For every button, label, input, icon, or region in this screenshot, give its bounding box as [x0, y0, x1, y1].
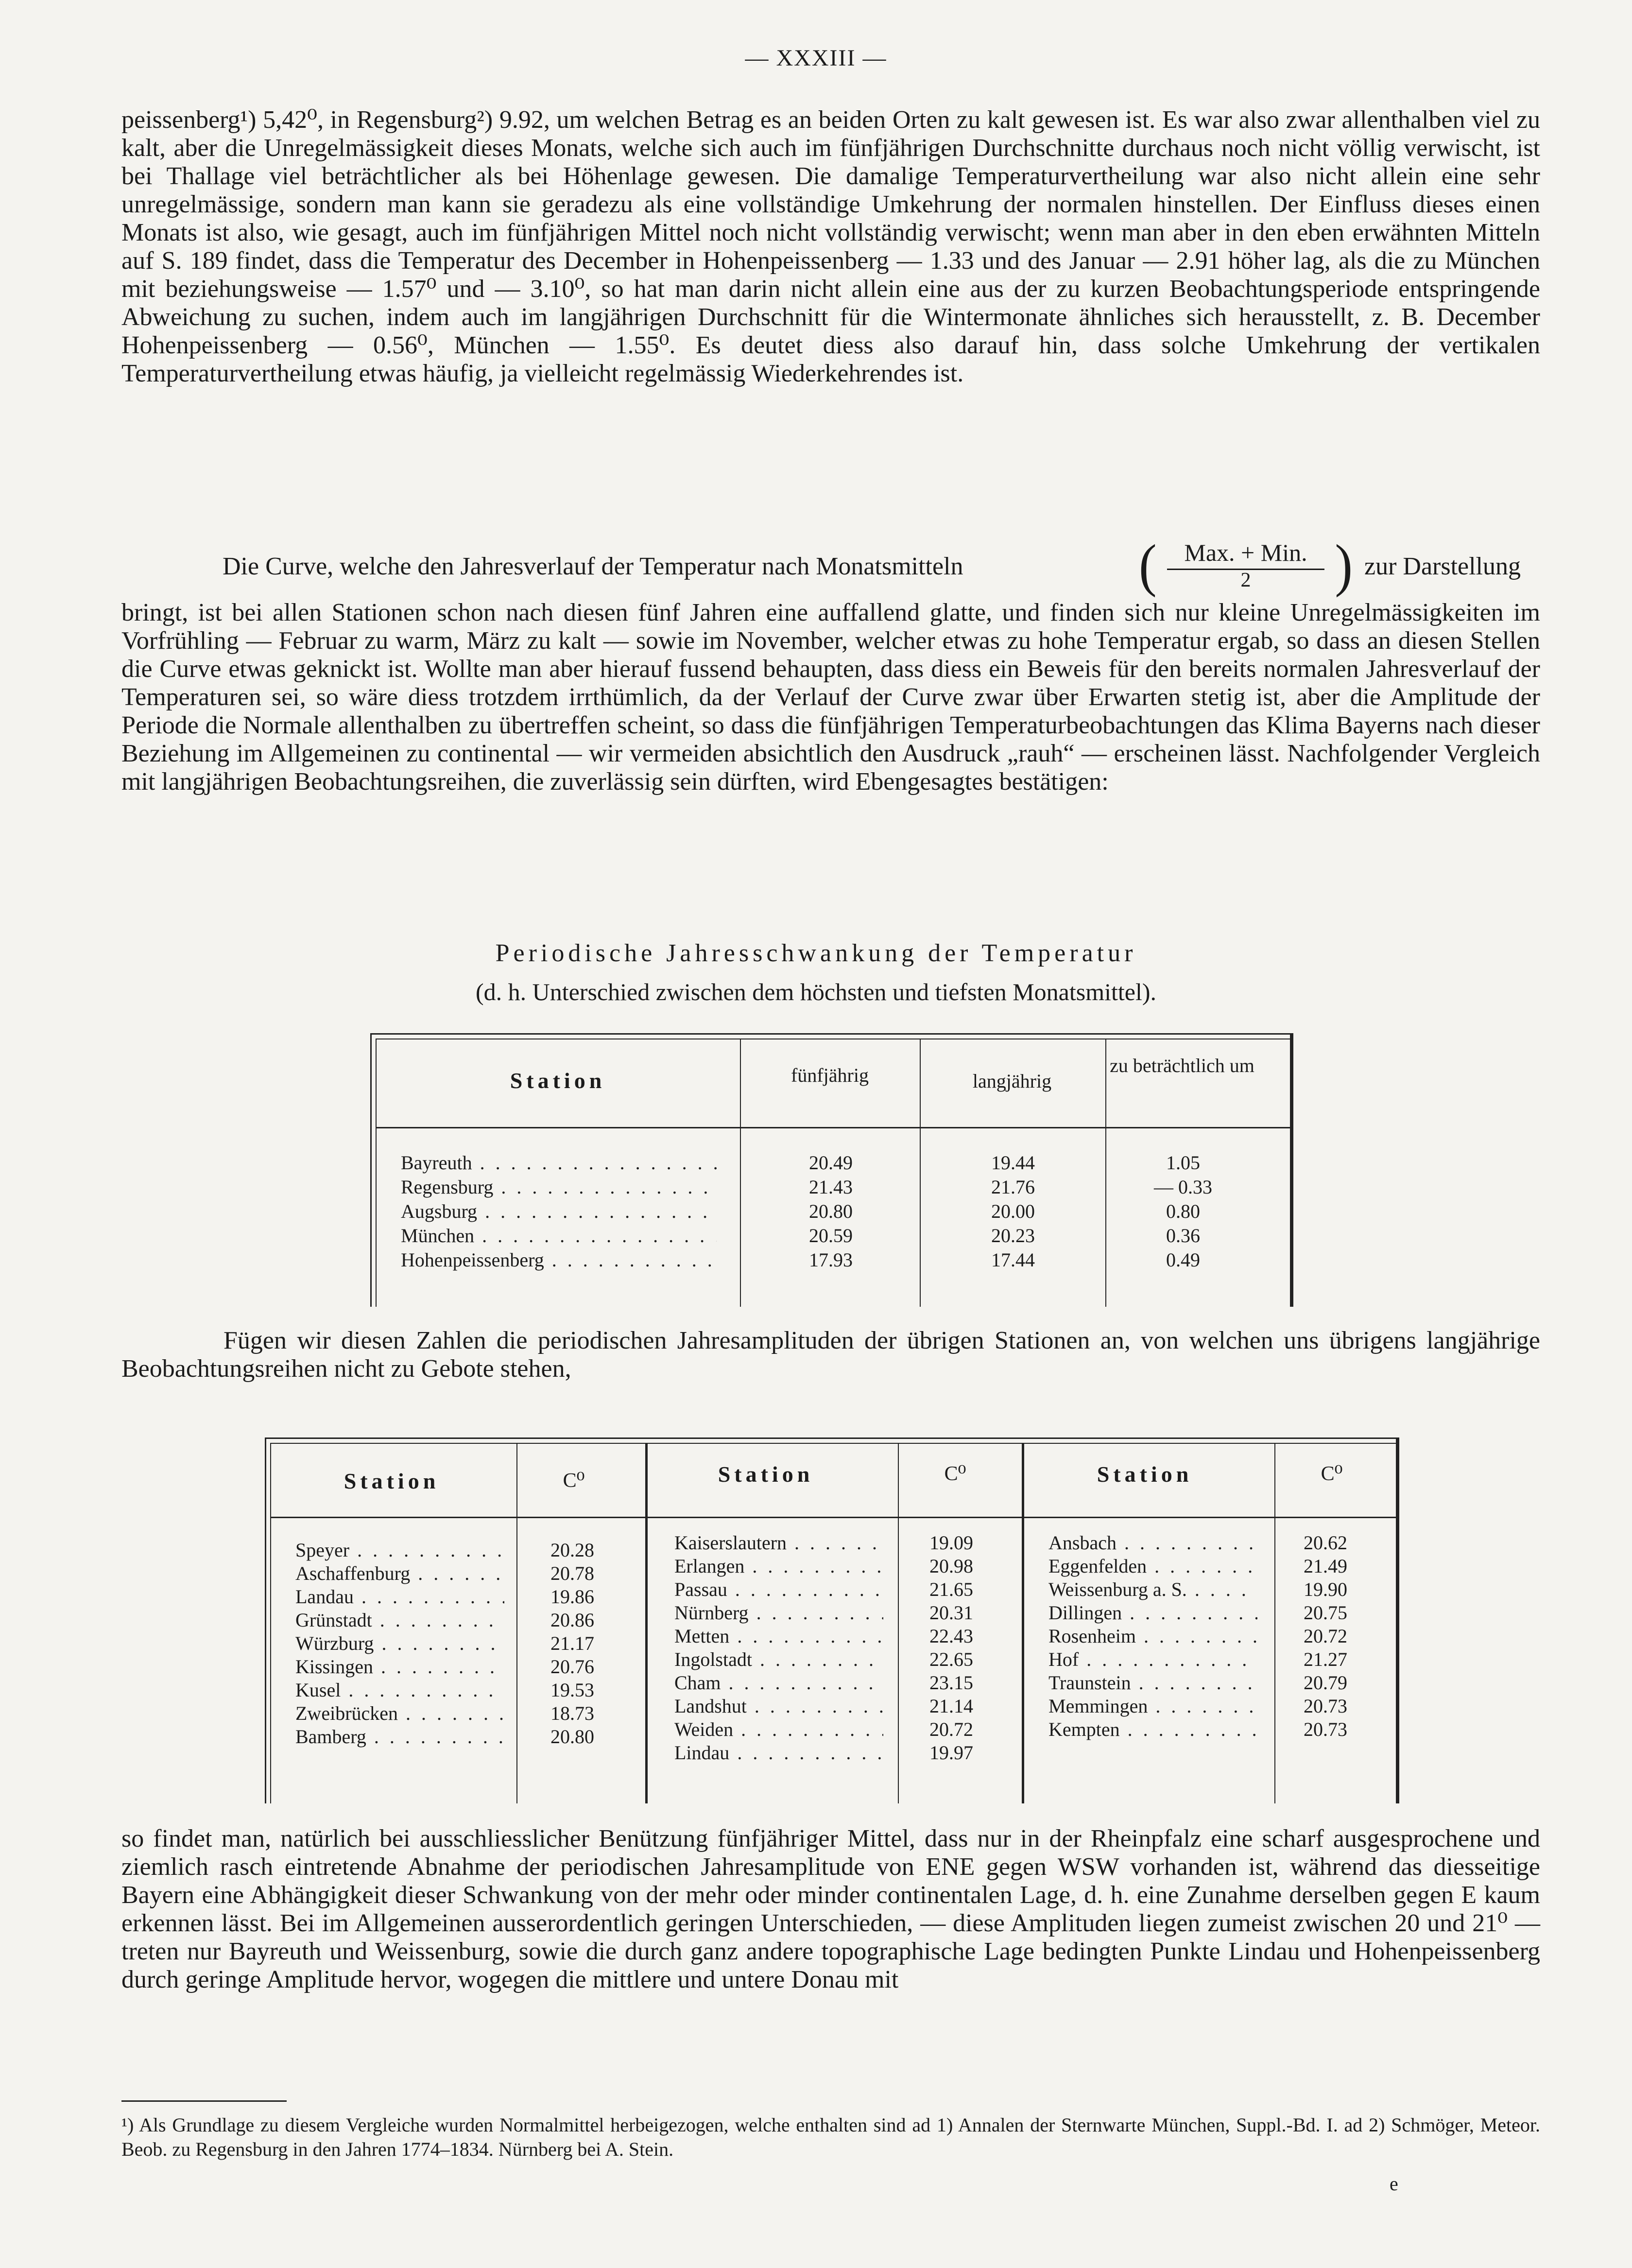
station-name: Bayreuth . . . — [401, 1151, 717, 1174]
table-row — [1048, 1718, 1389, 1741]
fuenfjaehrig-value: 20.80 — [809, 1200, 853, 1222]
station-name: Cham . . . — [674, 1671, 883, 1694]
header-c-1: C⁰ — [563, 1470, 585, 1492]
langjaehrig-value: 20.23 — [991, 1225, 1035, 1247]
header-station-3: Station — [1097, 1462, 1193, 1487]
table-row — [1048, 1555, 1389, 1578]
amplitude-value: 19.86 — [550, 1586, 594, 1608]
table-row — [295, 1609, 636, 1632]
paragraph-2 — [121, 599, 1540, 796]
table-2-header — [270, 1443, 1396, 1518]
footnote: ¹) Als Grundlage zu diesem Vergleiche wurden Normalmittel herbeigezogen, welche enthalten sind ad 1) Annalen der Sternwarte München, Suppl.-Bd. I. ad 2) Schmöger, Meteor. Beob. zu Regensburg in den Jahren 1774–1834. Nürnberg bei A. Stein. — [121, 2114, 1540, 2160]
table-row — [295, 1702, 636, 1725]
amplitude-value: 18.73 — [550, 1702, 594, 1724]
header-c-2: C⁰ — [944, 1463, 966, 1485]
amplitude-value: 20.72 — [1304, 1625, 1347, 1647]
amplitude-value: 20.80 — [550, 1726, 594, 1748]
formula-lead-text: Die Curve, welche den Jahresverlauf der Temperatur nach Monatsmitteln — [223, 553, 963, 580]
table-row — [295, 1632, 636, 1655]
table-row — [674, 1555, 1014, 1578]
table-row — [1048, 1601, 1389, 1625]
langjaehrig-value: 20.00 — [991, 1200, 1035, 1222]
station-name: Rosenheim . . . — [1048, 1625, 1257, 1647]
paragraph-4 — [121, 1825, 1540, 1994]
fraction-numerator: Max. + Min. — [1184, 539, 1307, 566]
amplitude-value: 21.27 — [1304, 1648, 1347, 1670]
amplitude-value: 21.17 — [550, 1632, 594, 1654]
difference-value: 0.49 — [1166, 1249, 1200, 1271]
table-row — [295, 1725, 636, 1749]
station-name: Grünstadt . . . — [295, 1609, 504, 1631]
table-row — [1048, 1648, 1389, 1671]
station-name: Ansbach . . . — [1048, 1531, 1257, 1554]
amplitude-value: 23.15 — [929, 1672, 973, 1694]
table-row — [674, 1625, 1014, 1648]
paragraph-1-text: peissenberg¹) 5,42⁰, in Regensburg²) 9.92, um welchen Betrag es an beiden Orten zu kalt gewesen ist. Es war also zwar allenthalben viel zu kalt, aber die Unregelmässigkeit dieses Monats, welche sich auch im fünfjährigen Durchschnitte durchaus noch nicht völlig verwischt, ist bei Thallage viel beträchtlicher als bei Höhenlage gewesen. Die damalige Temperaturvertheilung war also nicht allein eine sehr unregelmässige, sondern man kann sie geradezu als eine vollständige Umkehrung der normalen hinstellen. Der Einfluss dieses einen Monats ist also, wie gesagt, auch im fünfjährigen Mittel noch nicht vollständig verwischt; wenn man aber in den eben erwähnten Mitteln auf S. 189 findet, dass die Temperatur des December in Hohenpeissenberg — 1.33 und des Januar — 2.91 höher lag, als die zu München mit beziehungsweise — 1.57⁰ und — 3.10⁰, so hat man darin nicht allein eine aus der zu kurzen Beobachtungsperiode entspringende Abweichung zu suchen, indem auch im langjährigen Durchschnitt für die Wintermonate ähnliches sich herausstellt, z. B. December Hohenpeissenberg — 0.56⁰, München — 1.55⁰. Es deutet diess also darauf hin, dass solche Umkehrung der vertikalen Temperaturvertheilung etwas häufig, ja vielleicht regelmässig Wiederkehrendes ist. — [121, 106, 1540, 387]
table-row — [1048, 1695, 1389, 1718]
page-number: — XXXIII — — [745, 45, 887, 71]
station-name: Landau . . . — [295, 1585, 504, 1608]
amplitude-value: 19.97 — [929, 1742, 973, 1764]
max-min-fraction — [1139, 532, 1353, 598]
table-row — [674, 1671, 1014, 1695]
station-name: Metten . . . — [674, 1625, 883, 1647]
header-station: Station — [510, 1068, 606, 1093]
fuenfjaehrig-value: 17.93 — [809, 1249, 853, 1271]
paragraph-3 — [121, 1327, 1540, 1383]
amplitude-value: 22.43 — [929, 1625, 973, 1647]
station-name: Kusel . . . — [295, 1679, 504, 1701]
table-row — [674, 1648, 1014, 1671]
station-name: Bamberg . . . — [295, 1725, 504, 1748]
station-name: Traunstein . . . — [1048, 1671, 1257, 1694]
left-paren: ( — [1139, 532, 1157, 598]
column-divider — [1022, 1443, 1024, 1803]
station-amplitude-table — [265, 1437, 1399, 1803]
table-row — [1048, 1531, 1389, 1555]
station-name: Kempten . . . — [1048, 1718, 1257, 1741]
station-name: Memmingen . . . — [1048, 1695, 1257, 1717]
station-name: Zweibrücken . . . — [295, 1702, 504, 1725]
fuenfjaehrig-value: 20.49 — [809, 1152, 853, 1174]
station-name: Hof . . . — [1048, 1648, 1257, 1671]
amplitude-value: 20.73 — [1304, 1718, 1347, 1740]
table-1-subtitle: (d. h. Unterschied zwischen dem höchsten und tiefsten Monatsmittel). — [475, 978, 1157, 1005]
amplitude-value: 21.49 — [1304, 1555, 1347, 1577]
station-name: Weissenburg a. S. . . . — [1048, 1578, 1257, 1601]
difference-value: 0.36 — [1166, 1225, 1200, 1247]
table-row — [372, 1200, 1290, 1224]
table-row — [674, 1531, 1014, 1555]
table-row — [674, 1601, 1014, 1625]
station-name: Regensburg . . . — [401, 1176, 717, 1198]
table-row — [295, 1539, 636, 1562]
amplitude-value: 21.14 — [929, 1695, 973, 1717]
amplitude-value: 20.78 — [550, 1562, 594, 1584]
station-name: Nürnberg . . . — [674, 1601, 883, 1624]
table-row — [1048, 1625, 1389, 1648]
fraction-denominator: 2 — [1240, 569, 1251, 591]
station-name: Erlangen . . . — [674, 1555, 883, 1577]
amplitude-value: 20.76 — [550, 1656, 594, 1678]
table-row — [295, 1585, 636, 1609]
paragraph-2-text: bringt, ist bei allen Stationen schon nach diesen fünf Jahren eine auffallend glatte, und finden sich nur kleine Unregelmässigkeiten im Vorfrühling — Februar zu warm, März zu kalt — sowie im November, welcher etwas zu hohe Temperatur ergab, so dass an diesen Stellen die Curve etwas geknickt ist. Wollte man aber hierauf fussend behaupten, dass diess ein Beweis für den bereits normalen Jahresverlauf der Temperaturen sei, so wäre diess trotzdem irrthümlich, da der Verlauf der Curve zwar über Erwarten stetig ist, aber die Amplitude der Periode die Normale allenthalben zu übertreffen scheint, so dass die fünfjährigen Temperaturbeobachtungen das Klima Bayerns nach dieser Beziehung im Allgemeinen zu continental — wir vermeiden absichtlich den Ausdruck „rauh“ — erscheinen lässt. Nachfolgender Vergleich mit langjährigen Beobachtungsreihen, die zuverlässig sein dürften, wird Ebengesagtes bestätigen: — [121, 599, 1540, 796]
amplitude-value: 20.75 — [1304, 1602, 1347, 1624]
amplitude-value: 20.72 — [929, 1718, 973, 1740]
paragraph-4-text: so findet man, natürlich bei ausschliesslicher Benützung fünfjähriger Mittel, dass nur in der Rheinpfalz eine scharf ausgesprochene und ziemlich rasch eintretende Abnahme der periodischen Jahresamplitude von ENE gegen WSW vorhanden ist, während das diesseitige Bayern eine Abhängigkeit dieser Schwankung von der mehr oder minder continentalen Lage, d. h. eine Zunahme derselben gegen E kaum erkennen lässt. Bei im Allgemeinen ausserordentlich geringen Unterschieden, — diese Amplituden liegen zumeist zwischen 20 und 21⁰ — treten nur Bayreuth und Weissenburg, sowie die durch ganz andere topographische Lage bedingten Punkte Lindau und Hohenpeissenberg durch geringe Amplitude hervor, wogegen die mittlere und untere Donau mit — [121, 1825, 1540, 1993]
table-row — [674, 1741, 1014, 1765]
fuenfjaehrig-value: 21.43 — [809, 1176, 853, 1198]
table-row — [1048, 1578, 1389, 1601]
header-station-2: Station — [718, 1462, 814, 1487]
footnote-rule — [121, 2100, 287, 2102]
header-langjaehrig: langjährig — [972, 1070, 1052, 1092]
amplitude-value: 21.65 — [929, 1578, 973, 1600]
station-name: Hohenpeissenberg . . . — [401, 1248, 717, 1271]
table-2-column-3 — [1048, 1531, 1389, 1741]
amplitude-value: 20.62 — [1304, 1532, 1347, 1554]
table-row — [295, 1562, 636, 1585]
table-row — [295, 1655, 636, 1679]
header-c-3: C⁰ — [1321, 1463, 1343, 1485]
station-name: Landshut . . . — [674, 1695, 883, 1717]
table-row — [1048, 1671, 1389, 1695]
langjaehrig-value: 17.44 — [991, 1249, 1035, 1271]
column-divider — [645, 1443, 648, 1803]
station-name: Speyer . . . — [295, 1539, 504, 1561]
station-name: Weiden . . . — [674, 1718, 883, 1741]
station-name: Dillingen . . . — [1048, 1601, 1257, 1624]
difference-value: — 0.33 — [1154, 1176, 1212, 1198]
amplitude-value: 19.53 — [550, 1679, 594, 1701]
station-name: München . . . — [401, 1224, 717, 1247]
table-1-header — [376, 1039, 1290, 1128]
amplitude-value: 22.65 — [929, 1648, 973, 1670]
table-row — [674, 1718, 1014, 1741]
paragraph-continuation — [121, 106, 1540, 388]
langjaehrig-value: 19.44 — [991, 1152, 1035, 1174]
table-row — [372, 1248, 1290, 1273]
table-row — [372, 1224, 1290, 1248]
formula-sentence — [223, 532, 1540, 598]
difference-value: 1.05 — [1166, 1152, 1200, 1174]
amplitude-value: 20.86 — [550, 1609, 594, 1631]
station-name: Ingolstadt . . . — [674, 1648, 883, 1671]
langjaehrig-value: 21.76 — [991, 1176, 1035, 1198]
table-2-column-2 — [674, 1531, 1014, 1765]
station-name: Würzburg . . . — [295, 1632, 504, 1655]
station-name: Passau . . . — [674, 1578, 883, 1601]
station-name: Kissingen . . . — [295, 1655, 504, 1678]
right-paren: ) — [1335, 532, 1353, 598]
table-1-title: Periodische Jahresschwankung der Temperatur — [495, 939, 1137, 967]
table-row — [295, 1679, 636, 1702]
amplitude-value: 20.98 — [929, 1555, 973, 1577]
paragraph-3-text: Fügen wir diesen Zahlen die periodischen Jahresamplituden der übrigen Stationen an, von welchen uns übrigens langjährige Beobachtungsreihen nicht zu Gebote stehen, — [121, 1327, 1540, 1383]
fuenfjaehrig-value: 20.59 — [809, 1225, 853, 1247]
station-name: Kaiserslautern . . . — [674, 1531, 883, 1554]
station-name: Eggenfelden . . . — [1048, 1555, 1257, 1577]
table-2-column-1 — [295, 1539, 636, 1749]
header-fuenfjaehrig: fünfjährig — [791, 1064, 869, 1086]
amplitude-comparison-table — [370, 1033, 1293, 1307]
station-name: Lindau . . . — [674, 1741, 883, 1764]
table-row — [674, 1695, 1014, 1718]
table-row — [674, 1578, 1014, 1601]
table-row — [372, 1176, 1290, 1200]
station-name: Augsburg . . . — [401, 1200, 717, 1223]
station-name: Aschaffenburg . . . — [295, 1562, 504, 1585]
amplitude-value: 20.73 — [1304, 1695, 1347, 1717]
amplitude-value: 20.28 — [550, 1539, 594, 1561]
amplitude-value: 20.79 — [1304, 1672, 1347, 1694]
amplitude-value: 20.31 — [929, 1602, 973, 1624]
header-station-1: Station — [344, 1469, 440, 1493]
header-zu-betraechtlich: zu beträchtlich um — [1110, 1055, 1254, 1076]
formula-trail-text: zur Darstellung — [1364, 553, 1521, 580]
amplitude-value: 19.09 — [929, 1532, 973, 1554]
signature-mark: e — [1390, 2173, 1398, 2195]
amplitude-value: 19.90 — [1304, 1578, 1347, 1600]
difference-value: 0.80 — [1166, 1200, 1200, 1222]
table-row — [372, 1151, 1290, 1176]
